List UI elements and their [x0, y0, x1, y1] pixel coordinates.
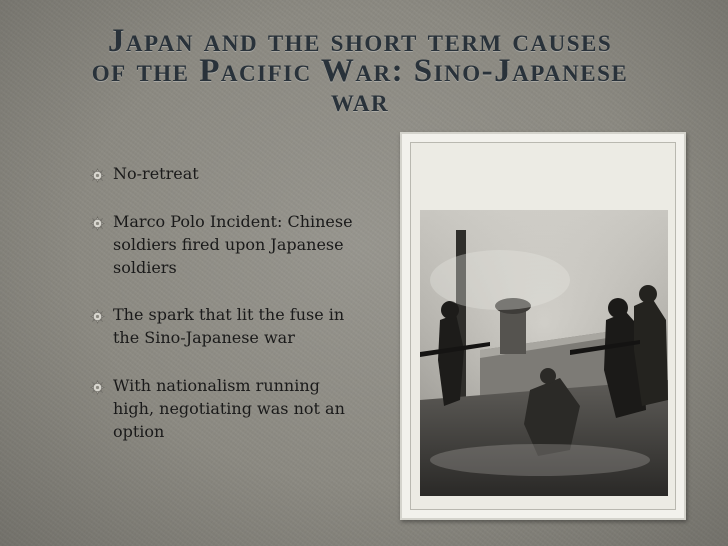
- bullet-item: [90, 162, 355, 185]
- slide-title: [60, 23, 660, 119]
- bullet-text: With nationalism running high, negotiating was not an option: [113, 376, 345, 441]
- gear-bullet-icon: [90, 378, 105, 393]
- bullet-item: [90, 210, 355, 279]
- soldiers-photo: [420, 210, 668, 496]
- bullet-list: [90, 162, 355, 443]
- gear-bullet-icon: [90, 166, 105, 181]
- bullet-item: [90, 303, 355, 349]
- soldiers-photo-illustration: [420, 210, 668, 496]
- title-line-3: war: [330, 83, 390, 119]
- gear-bullet-icon: [90, 214, 105, 229]
- title-line-1: Japan and the short term causes: [107, 23, 613, 59]
- title-line-2: of the Pacific War: Sino-Japanese: [91, 53, 629, 89]
- bullet-text: The spark that lit the fuse in the Sino-Japanese war: [113, 305, 345, 347]
- bullet-text: No-retreat: [113, 164, 199, 183]
- bullet-text: Marco Polo Incident: Chinese soldiers fired upon Japanese soldiers: [113, 212, 353, 277]
- gear-bullet-icon: [90, 307, 105, 322]
- photo-frame: [400, 132, 686, 520]
- bullet-item: [90, 374, 355, 443]
